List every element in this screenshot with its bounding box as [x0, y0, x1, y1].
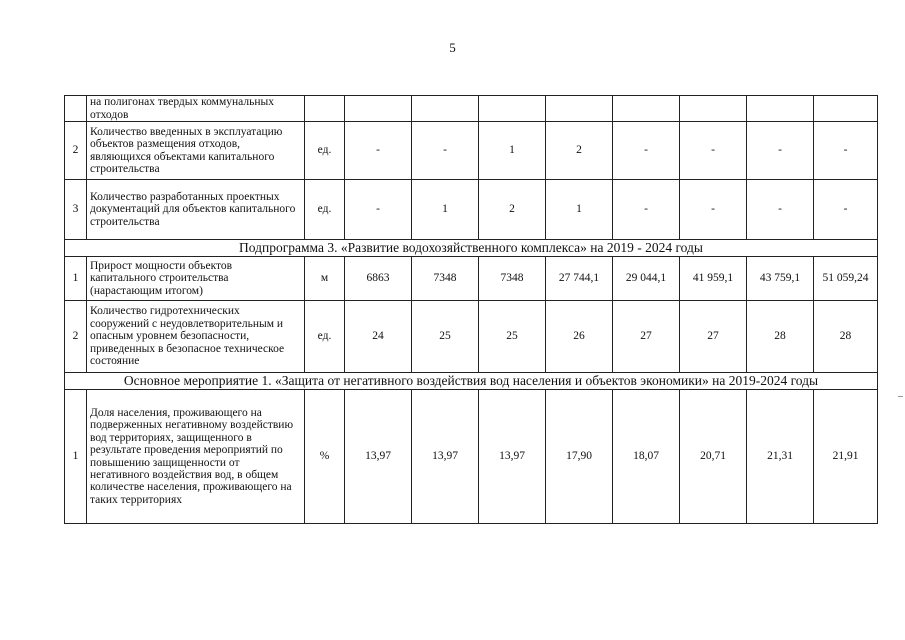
value-cell: 28 [747, 301, 814, 373]
value-cell [345, 96, 412, 122]
indicator-name: Количество введенных в эксплуатацию объектов размещения отходов, являющихся объектами капитального строительства [87, 122, 305, 180]
table-row [65, 301, 878, 373]
value-cell: 41 959,1 [680, 257, 747, 301]
value-cell: 27 744,1 [546, 257, 613, 301]
page-number: 5 [449, 40, 456, 55]
value-cell [747, 96, 814, 122]
value-cell: 27 [680, 301, 747, 373]
value-cell: 1 [546, 180, 613, 240]
row-number: 2 [65, 301, 87, 373]
value-cell: 20,71 [680, 390, 747, 524]
edge-mark [898, 396, 903, 397]
value-cell: - [747, 122, 814, 180]
value-cell: 29 044,1 [613, 257, 680, 301]
value-cell: 21,31 [747, 390, 814, 524]
value-cell: - [613, 180, 680, 240]
row-number: 1 [65, 390, 87, 524]
value-cell: 13,97 [345, 390, 412, 524]
value-cell: 2 [546, 122, 613, 180]
value-cell: 13,97 [412, 390, 479, 524]
value-cell: 28 [814, 301, 878, 373]
value-cell: - [345, 122, 412, 180]
unit-cell: ед. [305, 301, 345, 373]
value-cell [814, 96, 878, 122]
value-cell: 7348 [479, 257, 546, 301]
value-cell: 27 [613, 301, 680, 373]
unit-cell: ед. [305, 122, 345, 180]
value-cell: 51 059,24 [814, 257, 878, 301]
indicators-table [64, 95, 878, 524]
value-cell: - [814, 180, 878, 240]
section-header-row [65, 240, 878, 257]
section-header-row [65, 373, 878, 390]
table-row [65, 257, 878, 301]
row-number: 2 [65, 122, 87, 180]
value-cell: 43 759,1 [747, 257, 814, 301]
value-cell: 6863 [345, 257, 412, 301]
value-cell: 26 [546, 301, 613, 373]
section-title: Основное мероприятие 1. «Защита от негативного воздействия вод населения и объектов экономики» на 2019-2024 годы [65, 373, 878, 390]
row-number: 3 [65, 180, 87, 240]
value-cell [613, 96, 680, 122]
value-cell: 2 [479, 180, 546, 240]
value-cell: - [613, 122, 680, 180]
value-cell: 25 [412, 301, 479, 373]
unit-cell: ед. [305, 180, 345, 240]
indicator-name: Доля населения, проживающего на подверженных негативному воздействию вод территориях, защищенного в результате проведения мероприятий по повышению защищенности от негативного воздействия вод, в общем количестве населения, проживающего на таких территориях [87, 390, 305, 524]
unit-cell: % [305, 390, 345, 524]
value-cell: 21,91 [814, 390, 878, 524]
table-row [65, 122, 878, 180]
section-title: Подпрограмма 3. «Развитие водохозяйственного комплекса» на 2019 - 2024 годы [65, 240, 878, 257]
indicator-name: на полигонах твердых коммунальных отходов [87, 96, 305, 122]
value-cell: 24 [345, 301, 412, 373]
value-cell [680, 96, 747, 122]
table-row [65, 390, 878, 524]
value-cell [546, 96, 613, 122]
unit-cell: м [305, 257, 345, 301]
value-cell: - [412, 122, 479, 180]
value-cell [412, 96, 479, 122]
value-cell: - [680, 180, 747, 240]
value-cell: 1 [479, 122, 546, 180]
value-cell: - [680, 122, 747, 180]
value-cell: 13,97 [479, 390, 546, 524]
row-number [65, 96, 87, 122]
unit-cell [305, 96, 345, 122]
indicator-name: Количество разработанных проектных документаций для объектов капитального строительства [87, 180, 305, 240]
value-cell: 25 [479, 301, 546, 373]
value-cell: 1 [412, 180, 479, 240]
value-cell [479, 96, 546, 122]
indicator-name: Прирост мощности объектов капитального строительства (нарастающим итогом) [87, 257, 305, 301]
value-cell: - [814, 122, 878, 180]
value-cell: - [747, 180, 814, 240]
value-cell: 17,90 [546, 390, 613, 524]
indicator-name: Количество гидротехнических сооружений с неудовлетворительным и опасным уровнем безопасности, приведенных в безопасное техническое состояние [87, 301, 305, 373]
row-number: 1 [65, 257, 87, 301]
table-row [65, 96, 878, 122]
table-row [65, 180, 878, 240]
value-cell: - [345, 180, 412, 240]
value-cell: 7348 [412, 257, 479, 301]
value-cell: 18,07 [613, 390, 680, 524]
